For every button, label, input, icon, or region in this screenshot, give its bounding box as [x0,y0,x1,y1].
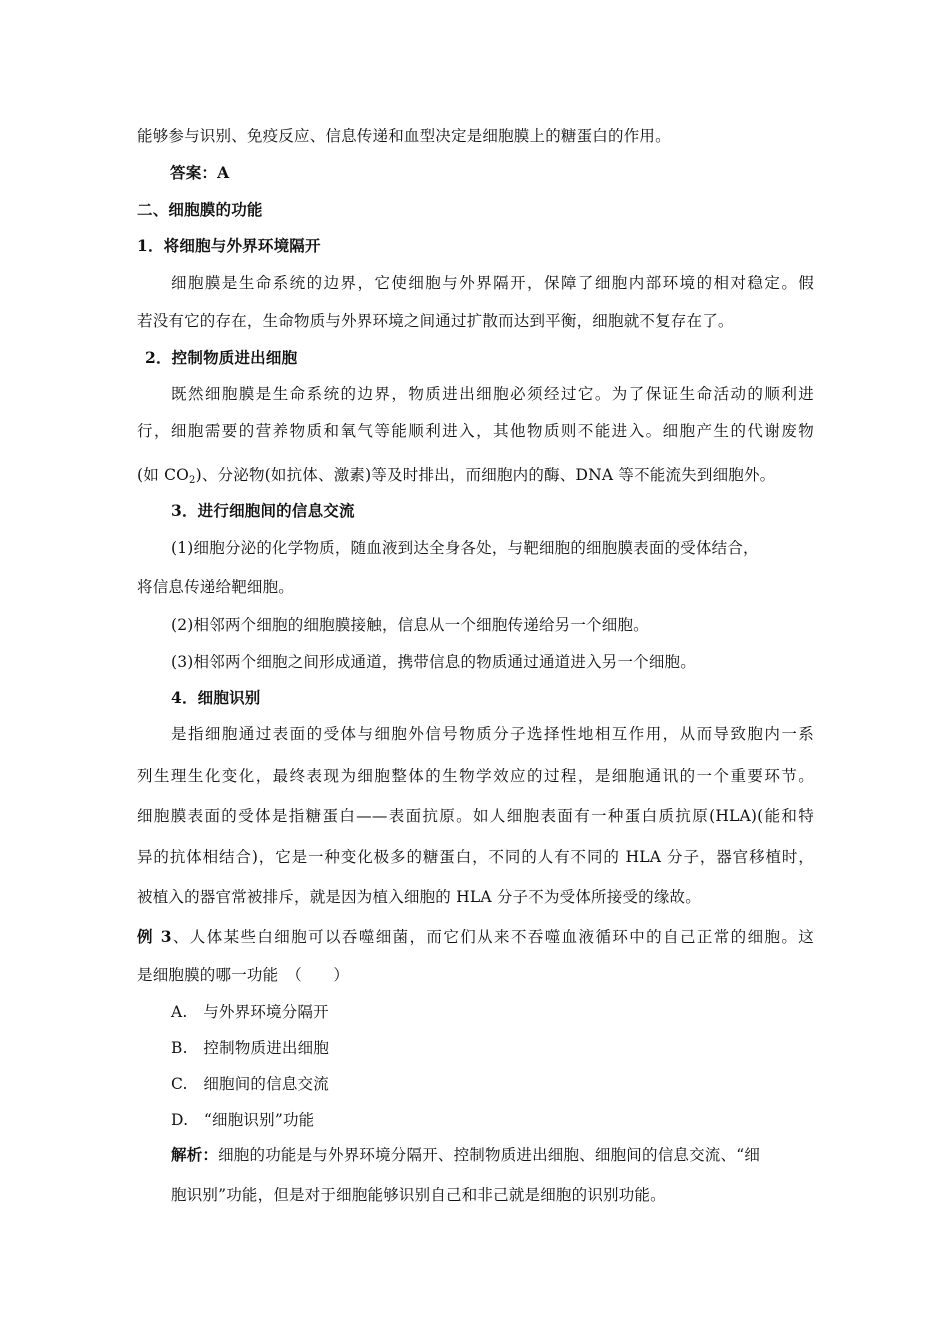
option-d: D. “细胞识别”功能 [171,1111,315,1129]
s2-line-3-a: (如 CO [137,466,190,484]
s2-line-3-b: )、分泌物(如抗体、激素)等及时排出，而细胞内的酶、DNA 等不能流失到细胞外。 [195,466,776,484]
section-title: 二、细胞膜的功能 [137,200,263,219]
analysis-line-1-text: 细胞的功能是与外界环境分隔开、控制物质进出细胞、细胞间的信息交流、“细 [218,1146,761,1164]
answer-label: 答案： [170,163,218,182]
s2-line-3 [137,464,775,492]
answer-value: A [217,163,230,182]
example-line-1-text: 、人体某些白细胞可以吞噬细菌，而它们从来不吞噬血液循环中的自己正常的细胞。这 [171,928,814,946]
s4-line-2: 列生理生化变化，最终表现为细胞整体的生物学效应的过程，是细胞通讯的一个重要环节。 [137,767,814,785]
s4-line-1: 是指细胞通过表面的受体与细胞外信号物质分子选择性地相互作用，从而导致胞内一系 [171,725,814,743]
s2-line-1: 既然细胞膜是生命系统的边界，物质进出细胞必须经过它。为了保证生命活动的顺利进 [171,385,814,403]
s1-line-1: 细胞膜是生命系统的边界，它使细胞与外界隔开，保障了细胞内部环境的相对稳定。假 [171,274,814,292]
s4-heading: 4．细胞识别 [171,688,261,707]
option-a: A. 与外界环境分隔开 [171,1003,329,1021]
answer-line [170,162,229,184]
example-label: 例 3 [137,927,172,946]
s3-line-3: (2)相邻两个细胞的细胞膜接触，信息从一个细胞传递给另一个细胞。 [171,616,649,634]
option-b: B. 控制物质进出细胞 [171,1039,330,1057]
analysis-line-1 [171,1144,760,1166]
analysis-label: 解析： [171,1145,219,1164]
option-c: C. 细胞间的信息交流 [171,1075,329,1093]
s4-line-3: 细胞膜表面的受体是指糖蛋白——表面抗原。如人细胞表面有一种蛋白质抗原(HLA)(能和特 [137,807,814,825]
analysis-line-2: 胞识别”功能，但是对于细胞能够识别自己和非己就是细胞的识别功能。 [171,1186,666,1204]
example-line-1 [137,926,814,948]
s1-line-2: 若没有它的存在，生命物质与外界环境之间通过扩散而达到平衡，细胞就不复存在了。 [137,312,734,330]
s1-heading: 1．将细胞与外界环境隔开 [137,236,321,255]
s2-heading: 2．控制物质进出细胞 [145,348,298,367]
s3-heading: 3．进行细胞间的信息交流 [171,501,355,520]
example-line-2: 是细胞膜的哪一功能 （ ） [137,966,350,984]
s4-line-4: 异的抗体相结合)，它是一种变化极多的糖蛋白，不同的人有不同的 HLA 分子，器官移植时， [137,848,814,866]
s4-line-5: 被植入的器官常被排斥，就是因为植入细胞的 HLA 分子不为受体所接受的缘故。 [137,888,701,906]
s3-line-4: (3)相邻两个细胞之间形成通道，携带信息的物质通过通道进入另一个细胞。 [171,653,696,671]
s3-line-2: 将信息传递给靶细胞。 [137,578,295,596]
s3-line-1: (1)细胞分泌的化学物质，随血液到达全身各处，与靶细胞的细胞膜表面的受体结合， [171,539,759,557]
co2-subscript: 2 [189,475,196,486]
s2-line-2: 行，细胞需要的营养物质和氧气等能顺利进入，其他物质则不能进入。细胞产生的代谢废物 [137,422,814,440]
intro-tail-line: 能够参与识别、免疫反应、信息传递和血型决定是细胞膜上的糖蛋白的作用。 [137,127,671,145]
